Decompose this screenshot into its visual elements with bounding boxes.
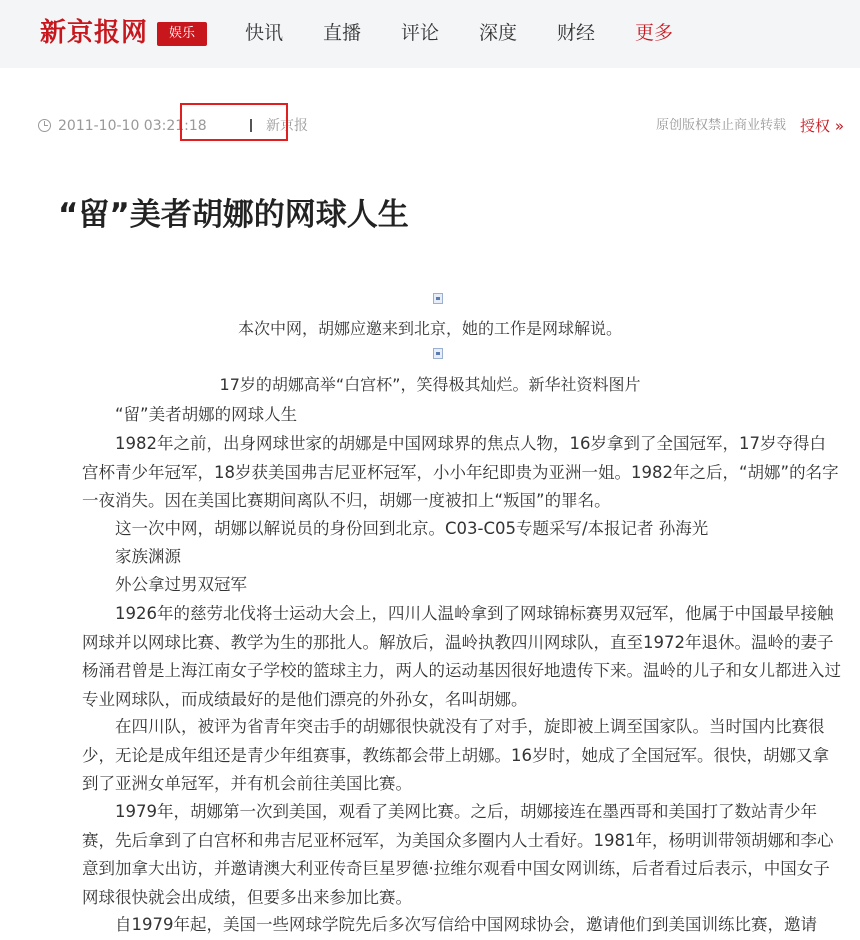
site-logo[interactable]: 新京报网 [40,18,149,48]
article-paragraph: 在四川队，被评为省青年突击手的胡娜很快就没有了对手，旋即被上调至国家队。当时国内比赛很少，无论是成年组还是青少年组赛事，教练都会带上胡娜。16岁时，她成了全国冠军。很快，胡娜又拿到了亚洲女单冠军，并有机会前往美国比赛。 [82,717,829,793]
article-paragraph: 自1979年起，美国一些网球学院先后多次写信给中国网球协会，邀请他们到美国训练比赛，邀请 [115,915,817,934]
nav-item-pinglun[interactable]: 评论 [401,22,440,44]
nav-item-kuaixun[interactable]: 快讯 [245,22,284,44]
image-placeholder-icon[interactable] [433,348,443,359]
section-subheading: 外公拿过男双冠军 [115,575,247,594]
nav-item-caijing[interactable]: 财经 [557,22,596,44]
site-header [0,0,860,68]
article-paragraph: “留”美者胡娜的网球人生 [115,405,298,424]
article-paragraph: 这一次中网，胡娜以解说员的身份回到北京。C03-C05专题采写/本报记者 孙海光 [115,519,709,538]
source-highlight-box [180,103,288,141]
photo-caption: 本次中网，胡娜应邀来到北京，她的工作是网球解说。 [237,319,622,338]
photo-caption: 17岁的胡娜高举“白宫杯”，笑得极其灿烂。新华社资料图片 [219,375,641,394]
article-title: “留”美者胡娜的网球人生 [58,197,409,233]
nav-item-more[interactable]: 更多 [635,22,674,44]
article-paragraph: 1982年之前，出身网球世家的胡娜是中国网球界的焦点人物，16岁拿到了全国冠军，17岁夺得白宫杯青少年冠军，18岁获美国弗吉尼亚杯冠军，小小年纪即贵为亚洲一姐。1982年之后，“胡娜”的名字一夜消失。因在美国比赛期间离队不归，胡娜一度被扣上“叛国”的罪名。 [82,434,839,510]
article-paragraph: 1979年，胡娜第一次到美国，观看了美网比赛。之后，胡娜接连在墨西哥和美国打了数站青少年赛，先后拿到了白宫杯和弗吉尼亚杯冠军，为美国众多圈内人士看好。1981年，杨明训带领胡娜和李心意到加拿大出访，并邀请澳大利亚传奇巨星罗德·拉维尔观看中国女网训练，后者看过后表示，中国女子网球很快就会出成绩，但要多出来参加比赛。 [82,802,834,907]
copyright-note: 原创版权禁止商业转载 [655,118,786,133]
publish-date: 2011-10-10 03:21:18 [58,118,207,134]
article-meta [38,115,846,139]
source-label: 新京报 [266,118,308,134]
image-placeholder-icon[interactable] [433,293,443,304]
channel-badge[interactable]: 娱乐 [157,22,207,46]
article-paragraph: 1926年的慈劳北伐将士运动大会上，四川人温岭拿到了网球锦标赛男双冠军，他属于中国最早接触网球并以网球比赛、教学为生的那批人。解放后，温岭执教四川网球队，直至1972年退休。温岭的妻子杨涌君曾是上海江南女子学校的篮球主力，两人的运动基因很好地遗传下来。温岭的儿子和女儿都进入过专业网球队，而成绩最好的是他们漂亮的外孙女，名叫胡娜。 [82,604,841,709]
nav-item-zhibo[interactable]: 直播 [323,22,362,44]
nav-item-shendu[interactable]: 深度 [479,22,518,44]
clock-icon [38,119,51,132]
section-heading: 家族渊源 [115,547,181,566]
license-link[interactable]: 授权 » [800,117,844,135]
